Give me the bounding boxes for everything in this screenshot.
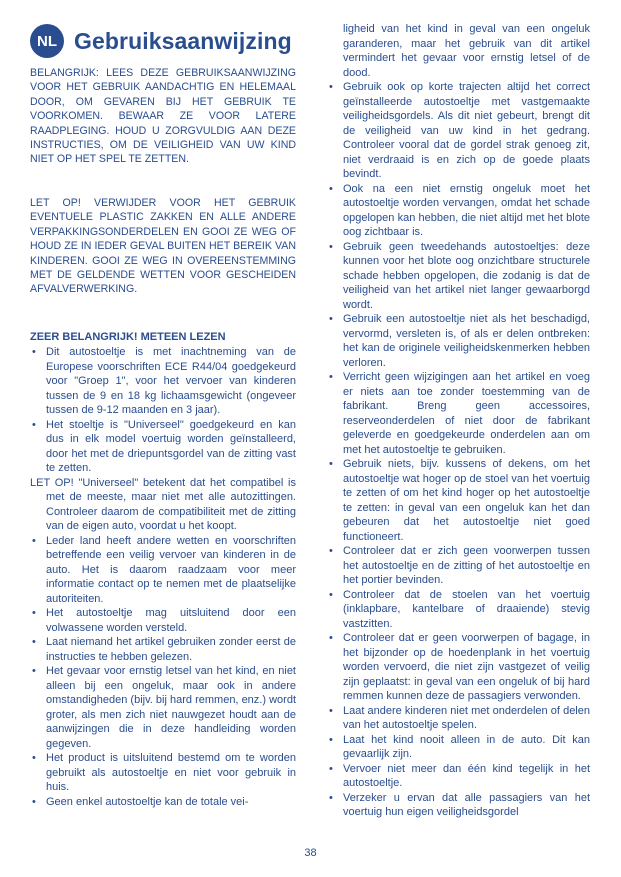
- language-badge: NL: [30, 24, 64, 58]
- list-item: • Het stoeltje is "Universeel" goedgekeurd en kan dus in elk model voertuig worden geïnstalleerd, door het met de driepuntsgordel van de zitting vast te zetten.: [30, 418, 296, 476]
- page-title: Gebruiksaanwijzing: [74, 27, 292, 54]
- list-item: • Het product is uitsluitend bestemd om te worden gebruikt als autostoeltje en niet voor gebruik in huis.: [30, 751, 296, 795]
- list-item: • Gebruik niets, bijv. kussens of dekens, om het autostoeltje wat hoger op de stoel van het voertuig te zetten of om het kind hoger op het autostoeltje te zetten: in geval van een ongeluk kan het dan gebeuren dat het autostoeltje niet goed functioneert.: [327, 457, 590, 544]
- list-item: • Verzeker u ervan dat alle passagiers van het voertuig hun eigen veiligheidsgordel: [327, 791, 590, 820]
- list-item: • Controleer dat er zich geen voorwerpen tussen het autostoeltje en de zitting of het autostoeltje en het portier bevinden.: [327, 544, 590, 588]
- section-heading: ZEER BELANGRIJK! METEEN LEZEN: [30, 331, 226, 343]
- list-item: • Controleer dat de stoelen van het voertuig (inklapbare, kantelbare of draaiende) stevig vastzitten.: [327, 588, 590, 632]
- list-item: • Laat niemand het artikel gebruiken zonder eerst de instructies te hebben gelezen.: [30, 635, 296, 664]
- intro-paragraph-2: LET OP! VERWIJDER VOOR HET GEBRUIK EVENTUELE PLASTIC ZAKKEN EN ALLE ANDERE VERPAKKINGSONDERDELEN EN GOOI ZE WEG OF HOUD ZE IN IEDER GEVAL BUITEN HET BEREIK VAN KINDEREN. GOOI ZE WEG IN OVEREENSTEMMING MET DE GELDENDE WETTEN VOOR GESCHEIDEN AFVALVERWERKING.: [30, 197, 296, 296]
- universal-note: LET OP! "Universeel" betekent dat het compatibel is met de meeste, maar niet met alle autozittingen. Controleer daarom de compatibiliteit met de zitting van de eigen auto, voordat u het koopt.: [30, 476, 296, 532]
- list-item: • Het gevaar voor ernstig letsel van het kind, en niet alleen bij een ongeluk, maar ook in andere omstandigheden (bijv. bij hard remmen, enz.) wordt groter, als men zich niet nauwgezet houdt aan de aanwijzingen die in deze handleiding worden gegeven.: [30, 664, 296, 751]
- list-item: • Laat het kind nooit alleen in de auto. Dit kan gevaarlijk zijn.: [327, 733, 590, 762]
- list-item: • Geen enkel autostoeltje kan de totale vei-: [30, 795, 296, 810]
- page-number: 38: [304, 847, 317, 859]
- list-item: • Controleer dat er geen voorwerpen of bagage, in het bijzonder op de hoedenplank in het voertuig worden vervoerd, die niet zijn vastgezet of veilig zijn geplaatst: in geval van een ongeluk of bij hard remmen kunnen deze de passagiers verwonden.: [327, 631, 590, 704]
- list-item: • Gebruik ook op korte trajecten altijd het correct geïnstalleerde autostoeltje met vastgemaakte veiligheidsgordels. Als dit niet gebeurt, brengt dit de veiligheid van uw kind in het gedrang. Controleer vooral dat de gordel strak genoeg zit, niet verdraaid is en zich op de goede plaats bevindt.: [327, 80, 590, 182]
- intro-paragraph-1: BELANGRIJK: LEES DEZE GEBRUIKSAANWIJZING VOOR HET GEBRUIK AANDACHTIG EN HELEMAAL DOOR, OM GEVAREN BIJ HET GEBRUIK TE VOORKOMEN. BEWAAR ZE VOOR LATERE RAADPLEGING. HOUD U ZORGVULDIG AAN DEZE INSTRUCTIES, OM DE VEILIGHEID VAN UW KIND NIET OP HET SPEL TE ZETTEN.: [30, 67, 296, 166]
- list-item: • Gebruik geen tweedehands autostoeltjes: deze kunnen voor het blote oog onzichtbare structurele schade hebben opgelopen, die zodanig is dat de veiligheid van het artikel niet langer gewaarborgd wordt.: [327, 240, 590, 313]
- list-item: • Dit autostoeltje is met inachtneming van de Europese voorschriften ECE R44/04 goedgekeurd voor "Groep 1", voor het vervoer van kinderen tussen de 9 en 18 kg lichaamsgewicht (ongeveer tussen de 9-12 maanden en 3 jaar).: [30, 345, 296, 418]
- list-item: • Laat andere kinderen niet met onderdelen of delen van het autostoeltje spelen.: [327, 704, 590, 733]
- list-item: • Het autostoeltje mag uitsluitend door een volwassene worden versteld.: [30, 606, 296, 635]
- continuation-text: ligheid van het kind in geval van een ongeluk garanderen, maar het gebruik van dit artikel vermindert het gevaar voor ernstig letsel of de dood.: [343, 23, 590, 79]
- list-item: • Verricht geen wijzigingen aan het artikel en voeg er niets aan toe zonder toestemming van de fabrikant. Breng geen accessoires, reserveonderdelen of niet door de fabrikant geleverde en goedgekeurde onderdelen aan om met het autostoeltje te gebruiken.: [327, 370, 590, 457]
- page-header: [30, 24, 292, 58]
- left-list: [30, 345, 296, 809]
- list-item: • Vervoer niet meer dan één kind tegelijk in het autostoeltje.: [327, 762, 590, 791]
- list-item: • Ook na een niet ernstig ongeluk moet het autostoeltje worden vervangen, omdat het schade opgelopen kan hebben, die niet altijd met het blote oog zichtbaar is.: [327, 182, 590, 240]
- list-item: • Leder land heeft andere wetten en voorschriften betreffende een veilig vervoer van kinderen in de auto. Het is daarom raadzaam voor meer informatie contact op te nemen met de plaatselijke autoriteiten.: [30, 534, 296, 607]
- right-list: [327, 22, 590, 820]
- list-item: • Gebruik een autostoeltje niet als het beschadigd, vervormd, versleten is, of als er delen ontbreken: het kan de originele veiligheidskenmerken hebben verloren.: [327, 312, 590, 370]
